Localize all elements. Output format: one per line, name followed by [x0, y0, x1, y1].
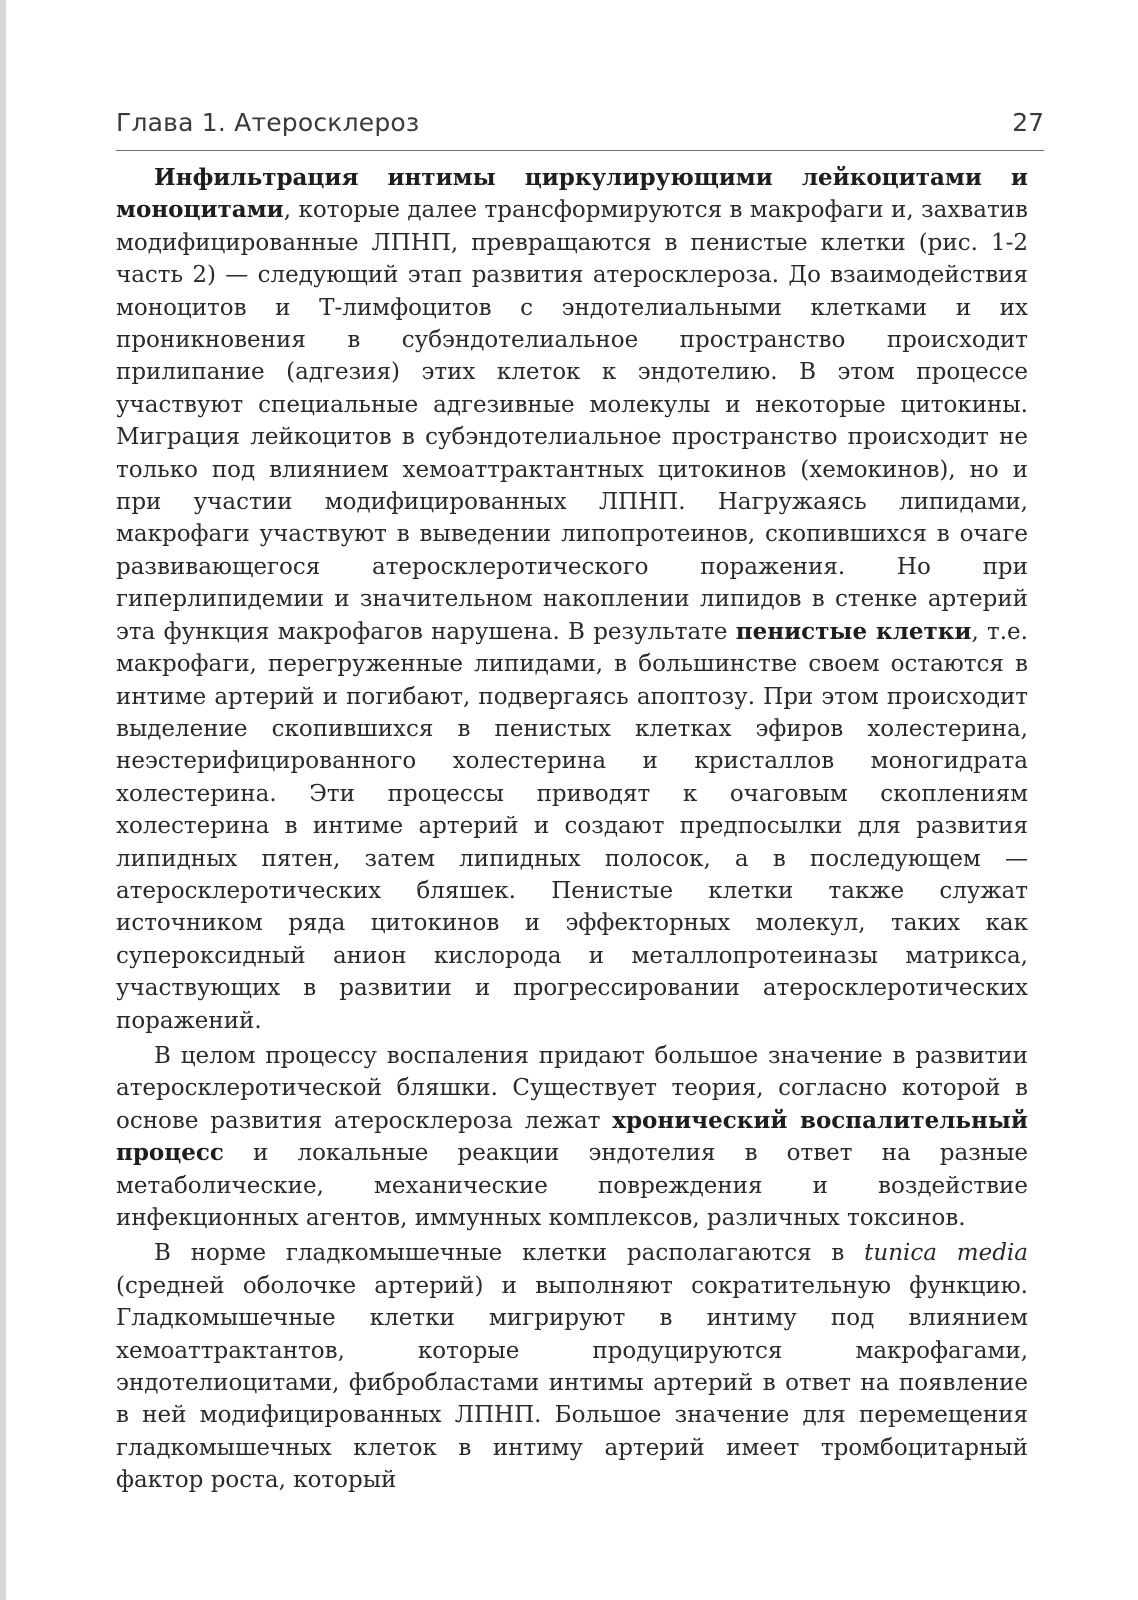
- paragraph-1: [116, 162, 1028, 1037]
- paragraph-3-text: В норме гладкомышечные клетки располагаются в: [154, 1240, 865, 1267]
- page-number: 27: [1012, 108, 1044, 137]
- term-chronic-inflammation: хронический воспалительный процесс: [116, 1106, 1028, 1167]
- term-foam-cells: пенистые клетки: [735, 617, 972, 645]
- paragraph-1-text: , которые далее трансформируются в макрофаги и, захватив модифицированные ЛПНП, превращаются в пенистые клетки (рис. 1-2 часть 2) — следующий этап развития атеросклероза. До взаимодействия моноцитов и Т-лимфоцитов с эндотелиальными клетками и их проникновения в субэндотелиальное пространство происходит прилипание (адгезия) этих клеток к эндотелию. В этом процессе участвуют специальные адгезивные молекулы и некоторые цитокины. Миграция лейкоцитов в субэндотелиальное пространство происходит не только под влиянием хемоаттрактантных цитокинов (хемокинов), но и при участии модифицированных ЛПНП. Нагружаясь липидами, макрофаги участвуют в выведении липопротеинов, скопившихся в очаге развивающегося атеросклеротического поражения. Но при гиперлипидемии и значительном накоплении липидов в стенке артерий эта функция макрофагов нарушена. В результате: [116, 197, 1028, 645]
- body-text: [116, 162, 1028, 1497]
- running-header: [116, 106, 1044, 151]
- term-tunica-media: tunica media: [864, 1240, 1028, 1267]
- paragraph-3: [116, 1237, 1028, 1496]
- paragraph-3-text-cont: (средней оболочке артерий) и выполняют сократительную функцию. Гладкомышечные клетки мигрируют в интиму под влиянием хемоаттрактантов, которые продуцируются макрофагами, эндотелиоцитами, фибробластами интимы артерий в ответ на появление в ней модифицированных ЛПНП. Большое значение для перемещения гладкомышечных клеток в интиму артерий имеет тромбоцитарный фактор роста, который: [116, 1272, 1028, 1494]
- term-leukocyte-infiltration: Инфильтрация интимы циркулирующими лейкоцитами и моноцитами: [116, 164, 1028, 224]
- chapter-title: Глава 1. Атеросклероз: [116, 108, 420, 137]
- paragraph-2-text-cont: и локальные реакции эндотелия в ответ на разные метаболические, механические повреждения и воздействие инфекционных агентов, иммунных комплексов, различных токсинов.: [116, 1140, 1028, 1231]
- paragraph-2: [116, 1040, 1028, 1234]
- paragraph-2-text: В целом процессу воспаления придают большое значение в развитии атеросклеротической бляшки. Существует теория, согласно которой в основе развития атеросклероза лежат: [116, 1042, 1028, 1134]
- paragraph-1-text-cont: , т.е. макрофаги, перегруженные липидами, в большинстве своем остаются в интиме артерий и погибают, подвергаясь апоптозу. При этом происходит выделение скопившихся в пенистых клетках эфиров холестерина, неэстерифицированного холестерина и кристаллов моногидрата холестерина. Эти процессы приводят к очаговым скоплениям холестерина в интиме артерий и создают предпосылки для развития липидных пятен, затем липидных полосок, а в последующем — атеросклеротических бляшек. Пенистые клетки также служат источником ряда цитокинов и эффекторных молекул, таких как супероксидный анион кислорода и металлопротеиназы матрикса, участвующих в развитии и прогрессировании атеросклеротических поражений.: [116, 618, 1028, 1034]
